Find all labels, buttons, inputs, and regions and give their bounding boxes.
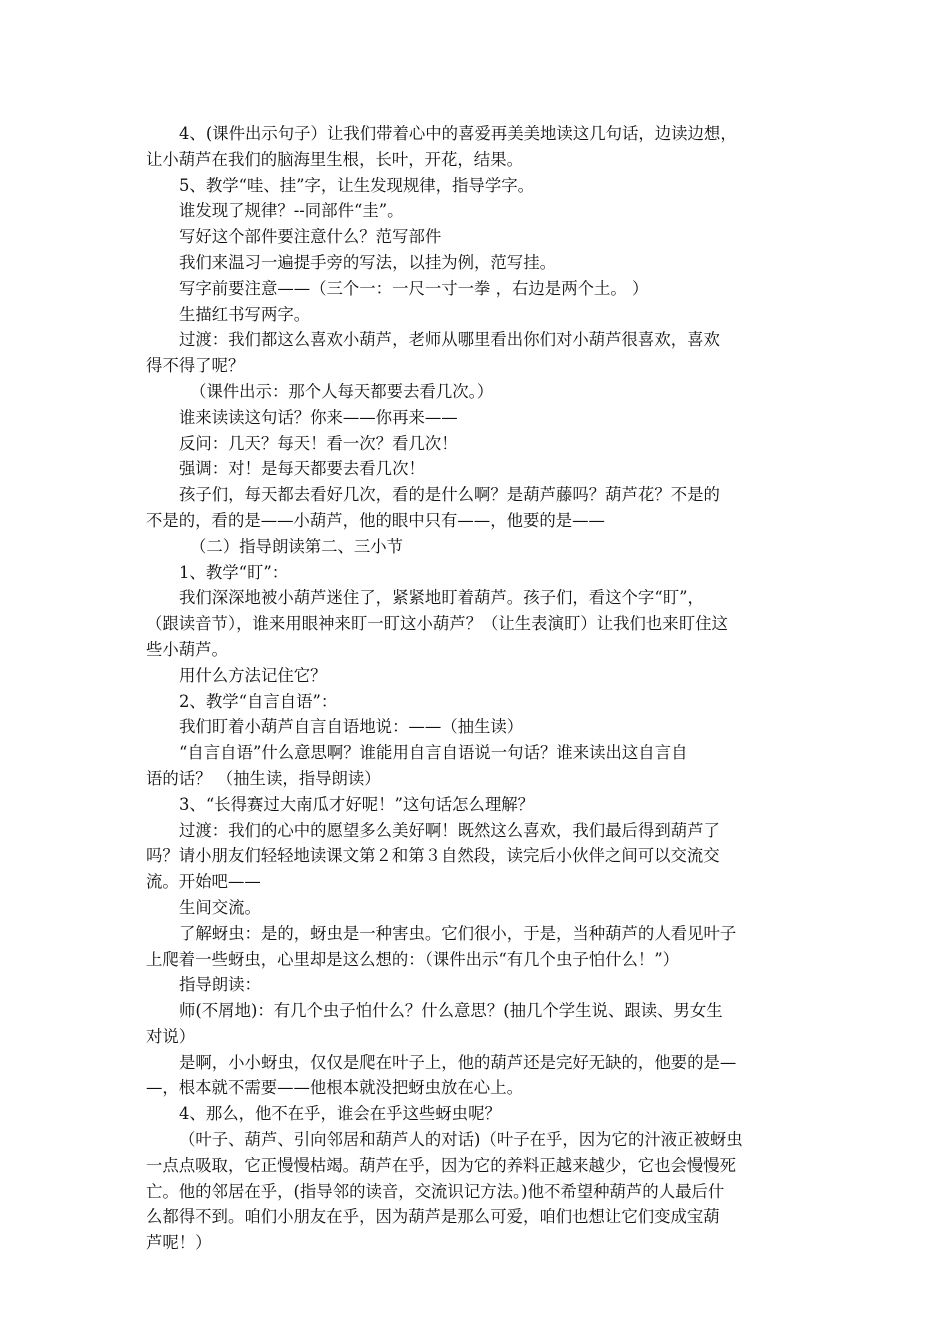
text-line: 谁发现了规律？--同部件“圭”。 [179,201,404,221]
text-line: 我们深深地被小葫芦迷住了，紧紧地盯着葫芦。孩子们，看这个字“盯”， [179,588,704,608]
text-line: 用什么方法记住它？ [179,665,327,685]
text-line: 上爬着一些蚜虫，心里却是这么想的：（课件出示“有几个虫子怕什么！”） [146,949,680,969]
text-line: 写好这个部件要注意什么？范写部件 [179,227,442,247]
text-line: 生描红书写两字。 [179,304,311,324]
text-line: 生间交流。 [179,897,261,917]
text-line: 了解蚜虫：是的，蚜虫是一种害虫。它们很小，于是，当种葫芦的人看见叶子 [179,923,737,943]
text-line: 语的话？ （抽生读，指导朗读） [146,768,381,788]
text-line: 不是的，看的是——小葫芦，他的眼中只有——，他要的是—— [146,510,605,530]
text-line: 写字前要注意——（三个一：一尺一寸一拳 ，右边是两个土。 ） [179,278,649,298]
text-line: 亡。他的邻居在乎，(指导邻的读音，交流识记方法。)他不希望种葫芦的人最后什 [146,1181,725,1201]
text-line: —，根本就不需要——他根本就没把蚜虫放在心上。 [146,1078,523,1098]
text-line: 强调：对！是每天都要去看几次！ [179,459,425,479]
text-line: 么都得不到。咱们小朋友在乎，因为葫芦是那么可爱，咱们也想让它们变成宝葫 [146,1207,720,1227]
text-line: （叶子、葫芦、引向邻居和葫芦人的对话)（叶子在乎，因为它的汁液正被蚜虫 [179,1130,743,1150]
text-line: 3、“长得赛过大南瓜才好呢！”这句话怎么理解？ [179,794,534,814]
text-line: 师(不屑地)：有几个虫子怕什么？什么意思？(抽几个学生说、跟读、男女生 [179,1001,723,1021]
text-line: 吗？请小朋友们轻轻地读课文第２和第３自然段，读完后小伙伴之间可以交流交 [146,846,720,866]
text-line: 流。开始吧—— [146,872,261,892]
text-line: 让小葫芦在我们的脑海里生根，长叶，开花，结果。 [146,149,523,169]
text-line: 过渡：我们都这么喜欢小葫芦，老师从哪里看出你们对小葫芦很喜欢，喜欢 [179,330,720,350]
text-line: 孩子们，每天都去看好几次，看的是什么啊？是葫芦藤吗？葫芦花？不是的 [179,485,720,505]
text-line: 对说） [146,1026,196,1046]
text-line: 4、那么，他不在乎，谁会在乎这些蚜虫呢？ [179,1104,501,1124]
text-line: （课件出示：那个人每天都要去看几次。） [190,381,494,401]
text-line: 4、(课件出示句子）让我们带着心中的喜爱再美美地读这几句话，边读边想， [179,124,737,143]
text-line: 一点点吸取，它正慢慢枯竭。葫芦在乎，因为它的养料正越来越少，它也会慢慢死 [146,1155,737,1175]
text-line: “自言自语”什么意思啊？谁能用自言自语说一句话？谁来读出这自言自 [179,743,688,763]
text-line: （二）指导朗读第二、三小节 [190,536,404,556]
text-line: 我们盯着小葫芦自言自语地说：——（抽生读） [179,717,524,737]
text-line: 5、教学“哇、挂”字，让生发现规律，指导学字。 [179,175,534,195]
text-line: 是啊，小小蚜虫，仅仅是爬在叶子上，他的葫芦还是完好无缺的，他要的是— [179,1052,737,1072]
text-line: 指导朗读： [179,975,261,995]
text-line: 我们来温习一遍提手旁的写法，以挂为例，范写挂。 [179,252,556,272]
text-line: 2、教学“自言自语”： [179,691,338,711]
text-line: 些小葫芦。 [146,639,228,659]
text-line: 过渡：我们的心中的愿望多么美好啊！既然这么喜欢，我们最后得到葫芦了 [179,820,720,840]
text-line: 1、教学“盯”： [179,562,289,582]
text-line: 谁来读读这句话？你来——你再来—— [179,407,458,427]
text-line: 得不得了呢？ [146,356,245,376]
document-body [146,121,810,1256]
text-line: （跟读音节），谁来用眼神来盯一盯这小葫芦？（让生表演盯）让我们也来盯住这 [146,614,728,634]
text-line: 反问：几天？每天！看一次？看几次！ [179,433,458,453]
text-line: 芦呢！） [146,1233,212,1253]
